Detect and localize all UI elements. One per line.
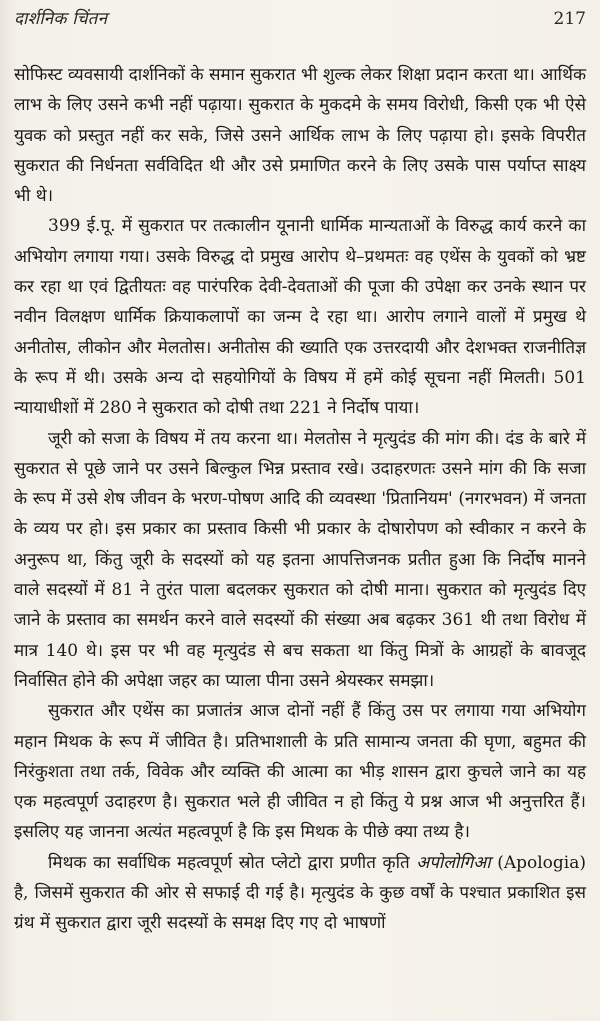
paragraph-5-text-after: (Apologia) है, जिसमें सुकरात की ओर से सफाई दी गई है। मृत्युदंड के कुछ वर्षों के पश्चात प्रकाशित इस ग्रंथ में सुकरात द्वारा जूरी सदस्यों के समक्ष दिए गए दो भाषणों (14, 852, 586, 934)
paragraph-4: सुकरात और एथेंस का प्रजातंत्र आज दोनों नहीं हैं किंतु उस पर लगाया गया अभियोग महान मिथक के रूप में जीवित है। प्रतिभाशाली के प्रति सामान्य जनता की घृणा, बहुमत की निरंकुशता तथा तर्क, विवेक और व्यक्ति की आत्मा का भीड़ शासन द्वारा कुचले जाने का यह एक महत्वपूर्ण उदाहरण है। सुकरात भले ही जीवित न हो किंतु ये प्रश्न आज भी अनुत्तरित हैं। इसलिए यह जानना अत्यंत महत्वपूर्ण है कि इस मिथक के पीछे क्या तथ्य है। (14, 701, 586, 843)
work-title-apologia: अपोलोगिआ (416, 852, 491, 873)
page-number: 217 (553, 9, 586, 29)
body-text (14, 60, 586, 939)
paragraph-5-text-before: मिथक का सर्वाधिक महत्वपूर्ण स्रोत प्लेटो द्वारा प्रणीत कृति (48, 852, 417, 873)
paragraph-5 (14, 848, 586, 939)
paragraph-3: जूरी को सजा के विषय में तय करना था। मेलतोस ने मृत्युदंड की मांग की। दंड के बारे में सुकरात से पूछे जाने पर उसने बिल्कुल भिन्न प्रस्ताव रखे। उदाहरणतः उसने मांग की कि सजा के रूप में उसे शेष जीवन के भरण-पोषण आदि की व्यवस्था 'प्रितानियम' (नगरभवन) में जनता के व्यय पर हो। इस प्रकार का प्रस्ताव किसी भी प्रकार के दोषारोपण को स्वीकार न करने के अनुरूप था, किंतु जूरी के सदस्यों को यह इतना आपत्तिजनक प्रतीत हुआ कि निर्दोष मानने वाले सदस्यों में 81 ने तुरंत पाला बदलकर सुकरात को दोषी माना। सुकरात को मृत्युदंड दिए जाने के प्रस्ताव का समर्थन करने वाले सदस्यों की संख्या अब बढ़कर 361 थी तथा विरोध में मात्र 140 थे। इस पर भी वह मृत्युदंड से बच सकता था किंतु मित्रों के आग्रहों के बावजूद निर्वासित होने की अपेक्षा जहर का प्याला पीना उसने श्रेयस्कर समझा। (14, 428, 586, 691)
paragraph-1: सोफिस्ट व्यवसायी दार्शनिकों के समान सुकरात भी शुल्क लेकर शिक्षा प्रदान करता था। आर्थिक लाभ के लिए उसने कभी नहीं पढ़ाया। सुकरात के मुकदमे के समय विरोधी, किसी एक भी ऐसे युवक को प्रस्तुत नहीं कर सके, जिसे उसने आर्थिक लाभ के लिए पढ़ाया हो। इसके विपरीत सुकरात की निर्धनता सर्वविदित थी और उसे प्रमाणित करने के लिए उसके पास पर्याप्त साक्ष्य भी थे। (14, 65, 586, 207)
page-header (14, 6, 586, 40)
running-title: दार्शनिक चिंतन (14, 9, 108, 29)
paragraph-2: 399 ई.पू. में सुकरात पर तत्कालीन यूनानी धार्मिक मान्यताओं के विरुद्ध कार्य करने का अभियोग लगाया गया। उसके विरुद्ध दो प्रमुख आरोप थे–प्रथमतः वह एथेंस के युवकों को भ्रष्ट कर रहा था एवं द्वितीयतः वह पारंपरिक देवी-देवताओं की पूजा की उपेक्षा कर उनके स्थान पर नवीन विलक्षण धार्मिक क्रियाकलापों का जन्म दे रहा था। आरोप लगाने वालों में प्रमुख थे अनीतोस, लीकोन और मेलतोस। अनीतोस की ख्याति एक उत्तरदायी और देशभक्त राजनीतिज्ञ के रूप में थी। उसके अन्य दो सहयोगियों के विषय में हमें कोई सूचना नहीं मिलती। 501 न्यायाधीशों में 280 ने सुकरात को दोषी तथा 221 ने निर्दोष पाया। (14, 216, 586, 419)
